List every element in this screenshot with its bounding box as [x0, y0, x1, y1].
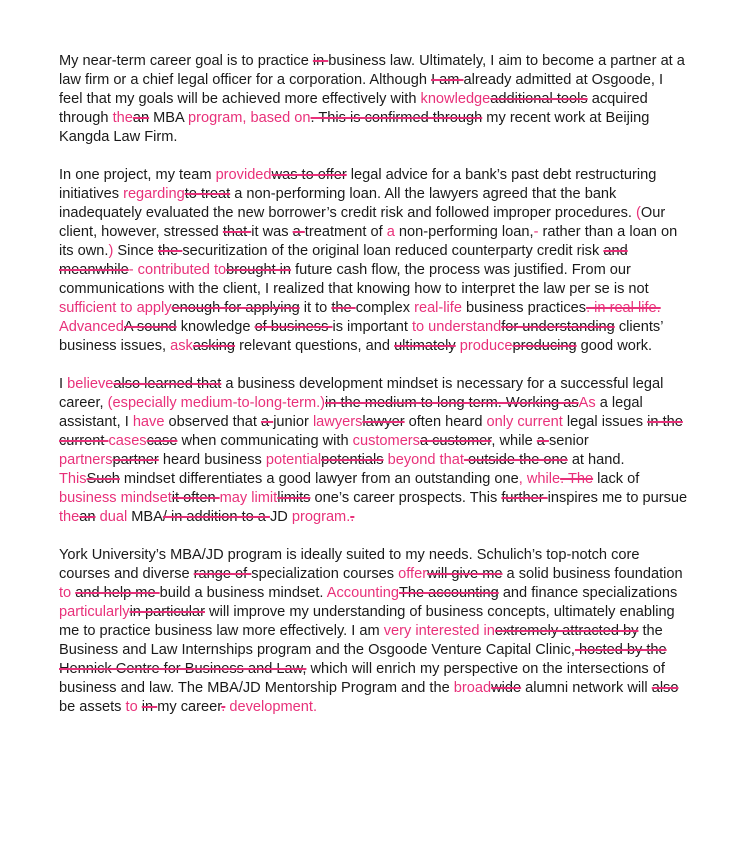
- inserted-text: lawyers: [312, 414, 363, 430]
- deleted-text: further: [501, 490, 548, 506]
- body-text: In one project, my team: [59, 167, 216, 183]
- deleted-text: . The: [560, 471, 594, 487]
- inserted-text: sufficient to apply: [59, 300, 172, 316]
- deleted-text: in: [312, 53, 329, 69]
- deleted-text: case: [146, 433, 178, 449]
- body-text: relevant questions, and: [235, 338, 395, 354]
- inserted-text: partners: [59, 452, 113, 468]
- body-text: My near-term career goal is to practice: [59, 53, 313, 69]
- inserted-text: business mindset: [59, 490, 172, 506]
- inserted-text: broad: [453, 680, 492, 696]
- inserted-text: Accounting: [326, 585, 399, 601]
- body-text: it was: [251, 224, 293, 240]
- deleted-text: the: [157, 243, 183, 259]
- body-text: complex: [355, 300, 415, 316]
- body-text: a solid business foundation: [502, 566, 683, 582]
- body-text: clients’ business issues,: [59, 319, 663, 354]
- body-text: treatment of: [304, 224, 387, 240]
- deleted-text: also: [651, 680, 679, 696]
- body-text: inspires me to pursue: [547, 490, 688, 506]
- deleted-text: Such: [86, 471, 120, 487]
- deleted-text: also learned that: [113, 376, 222, 392]
- deleted-text: a customer: [419, 433, 492, 449]
- body-text: already admitted at Osgoode, I feel that my goals will be achieved more effectively with: [59, 72, 664, 107]
- deleted-text: . in real life.: [586, 300, 661, 316]
- inserted-text: the: [59, 509, 80, 525]
- body-text: a business development mindset is necessary for a successful legal career,: [59, 376, 664, 411]
- inserted-text: have: [132, 414, 165, 430]
- body-text: one’s career prospects. This: [310, 490, 502, 506]
- deleted-text: an: [79, 509, 96, 525]
- deleted-text: producing: [512, 338, 577, 354]
- deleted-text: a: [292, 224, 305, 240]
- deleted-text: and meanwhile: [59, 243, 628, 278]
- body-text: the Business and Law Internships program and the Osgoode Venture Capital Clinic,: [59, 623, 663, 658]
- deleted-text: an: [132, 110, 150, 126]
- inserted-text: real-life: [414, 300, 462, 316]
- deleted-text: in the current: [59, 414, 683, 449]
- body-text: MBA: [149, 110, 189, 126]
- body-text: will improve my understanding of business concepts, ultimately enabling me to practice business law more effectively. I am: [59, 604, 675, 639]
- body-text: observed that: [164, 414, 262, 430]
- inserted-text: produce: [459, 338, 513, 354]
- body-text: senior: [548, 433, 589, 449]
- body-text: future cash flow, the process was justified. From our communications with the client, I realized that knowing how to interpret the law per se is not: [59, 262, 649, 297]
- body-text: good work.: [576, 338, 653, 354]
- deleted-text: The accounting: [398, 585, 499, 601]
- deleted-text: the: [331, 300, 356, 316]
- deleted-text: ultimately: [394, 338, 456, 354]
- body-text: which will enrich my perspective on the intersections of business and law. The MBA/JD Mentorship Program and the: [59, 661, 665, 696]
- inserted-text: potential: [265, 452, 322, 468]
- inserted-text: -: [533, 224, 539, 240]
- paragraph-career-goal: [59, 52, 688, 147]
- body-text: , while: [491, 433, 537, 449]
- deleted-text: asking: [192, 338, 236, 354]
- body-text: MBA: [127, 509, 163, 525]
- inserted-text: beyond that: [387, 452, 464, 468]
- body-text: specialization courses: [251, 566, 399, 582]
- body-text: when communicating with: [177, 433, 353, 449]
- body-text: lack of: [593, 471, 640, 487]
- body-text: my recent work at Beijing Kangda Law Firm.: [59, 110, 650, 145]
- body-text: a non-performing loan. All the lawyers agreed that the bank inadequately evaluated the new borrower’s credit risk and followed improper procedures.: [59, 186, 637, 221]
- deleted-text: / in addition to a: [162, 509, 270, 525]
- deleted-text: will give me: [427, 566, 503, 582]
- inserted-text: to: [59, 585, 72, 601]
- body-text: non-performing loan,: [394, 224, 534, 240]
- deleted-text: that: [222, 224, 252, 240]
- body-text: mindset differentiates a good lawyer from an outstanding one: [119, 471, 519, 487]
- inserted-text: , while: [518, 471, 561, 487]
- inserted-text: may limit: [219, 490, 278, 506]
- deleted-text: brought in: [226, 262, 292, 278]
- body-text: be assets: [59, 699, 126, 715]
- deleted-text: to treat: [184, 186, 231, 202]
- inserted-text: dual: [99, 509, 128, 525]
- inserted-text: (especially medium-to-long-term.): [107, 395, 326, 411]
- inserted-text: offer: [398, 566, 428, 582]
- body-text: a legal assistant, I: [59, 395, 643, 430]
- deleted-text: partner: [112, 452, 159, 468]
- deleted-text: wide: [491, 680, 522, 696]
- deleted-text: extremely attracted by: [494, 623, 639, 639]
- body-text: build a business mindset.: [159, 585, 327, 601]
- deleted-text: limits: [277, 490, 311, 506]
- inserted-text: believe: [67, 376, 114, 392]
- inserted-text: customers: [352, 433, 420, 449]
- deleted-text: .: [221, 699, 226, 715]
- body-text: business practices: [461, 300, 587, 316]
- deleted-text: was to offer: [271, 167, 347, 183]
- inserted-text: the: [112, 110, 133, 126]
- body-text: legal advice for a bank’s past debt restructuring initiatives: [59, 167, 657, 202]
- inserted-text: This: [59, 471, 87, 487]
- body-text: at hand.: [567, 452, 625, 468]
- body-text: heard business: [158, 452, 266, 468]
- deleted-text: in the medium to long term. Working as: [325, 395, 579, 411]
- inserted-text: (: [636, 205, 641, 221]
- deleted-text: a: [536, 433, 549, 449]
- body-text: Since: [113, 243, 158, 259]
- deleted-text: . This is confirmed through: [310, 110, 483, 126]
- body-text: my career: [157, 699, 222, 715]
- inserted-text: a: [386, 224, 395, 240]
- deleted-text: a: [261, 414, 274, 430]
- body-text: acquired through: [59, 91, 648, 126]
- deleted-text: additional tools: [490, 91, 588, 107]
- body-text: business law. Ultimately, I aim to become a partner at a law firm or a chief legal officer for a corporation. Although: [59, 53, 685, 88]
- inserted-text: - contributed to: [128, 262, 227, 278]
- inserted-text: very interested in: [383, 623, 495, 639]
- paragraph-project: [59, 166, 688, 356]
- inserted-text: As: [578, 395, 596, 411]
- deleted-text: A sound: [123, 319, 177, 335]
- inserted-text: to: [125, 699, 138, 715]
- paragraph-mindset: [59, 375, 688, 527]
- body-text: securitization of the original loan reduced counterparty credit risk: [182, 243, 604, 259]
- inserted-text: development.: [225, 699, 318, 715]
- body-text: alumni network will: [521, 680, 652, 696]
- deleted-text: .: [350, 509, 355, 525]
- body-text: legal issues: [562, 414, 648, 430]
- inserted-text: regarding: [123, 186, 185, 202]
- body-text: junior: [273, 414, 313, 430]
- deleted-text: for understanding: [501, 319, 615, 335]
- deleted-text: in: [141, 699, 158, 715]
- body-text: and finance specializations: [498, 585, 678, 601]
- inserted-text: program, based on: [188, 110, 311, 126]
- inserted-text: Advanced: [59, 319, 124, 335]
- body-text: it to: [299, 300, 332, 316]
- deleted-text: of business: [254, 319, 333, 335]
- body-text: is important: [332, 319, 412, 335]
- paragraph-program: [59, 546, 688, 717]
- deleted-text: hosted by the Hennick Centre for Business and Law,: [59, 642, 667, 677]
- deleted-text: it often: [171, 490, 220, 506]
- deleted-text: I am: [431, 72, 464, 88]
- inserted-text: particularly: [59, 604, 130, 620]
- deleted-text: lawyer: [362, 414, 405, 430]
- inserted-text: provided: [215, 167, 272, 183]
- body-text: JD: [269, 509, 292, 525]
- body-text: Our client, however, stressed: [59, 205, 666, 240]
- body-text: I: [59, 376, 68, 392]
- inserted-text: ): [108, 243, 114, 259]
- deleted-text: enough for applying: [171, 300, 300, 316]
- inserted-text: program.: [291, 509, 351, 525]
- inserted-text: to understand: [411, 319, 502, 335]
- body-text: knowledge: [176, 319, 255, 335]
- inserted-text: knowledge: [420, 91, 491, 107]
- inserted-text: ask: [170, 338, 193, 354]
- deleted-text: potentials: [321, 452, 384, 468]
- body-text: often heard: [404, 414, 487, 430]
- deleted-text: range of: [193, 566, 252, 582]
- inserted-text: only current: [486, 414, 563, 430]
- body-text: rather than a loan on its own.: [59, 224, 678, 259]
- deleted-text: in particular: [129, 604, 205, 620]
- body-text: York University’s MBA/JD program is ideally suited to my needs. Schulich’s top-notch core courses and diverse: [59, 547, 640, 582]
- inserted-text: cases: [108, 433, 147, 449]
- deleted-text: and help me: [75, 585, 160, 601]
- deleted-text: outside the one: [463, 452, 568, 468]
